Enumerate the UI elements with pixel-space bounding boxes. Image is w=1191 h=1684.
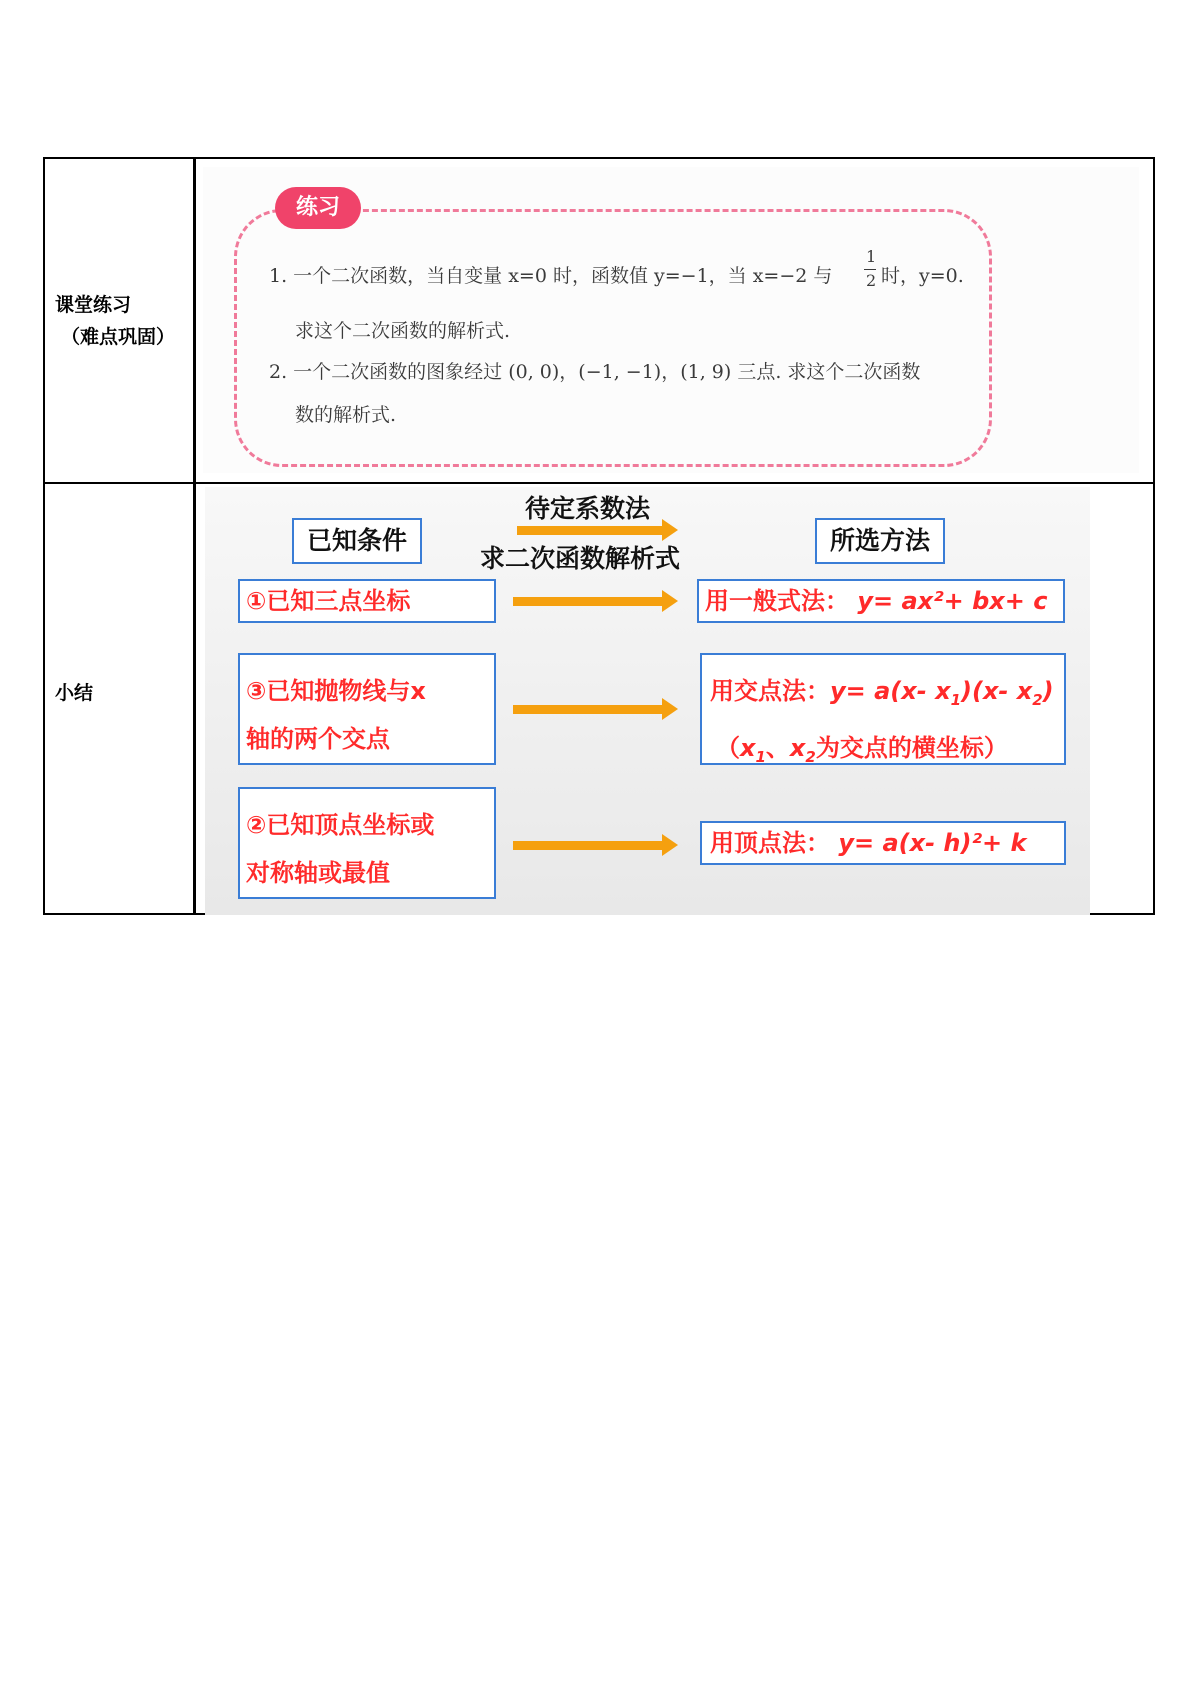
- fraction-bar: [864, 269, 876, 270]
- question-1-line-1a: 1. 一个二次函数，当自变量 x=0 时，函数值 y=−1，当 x=−2 与: [269, 265, 833, 287]
- arrow-1: [513, 597, 663, 606]
- method-undetermined-coefficients: 待定系数法: [525, 494, 651, 523]
- condition-vertex: [238, 787, 496, 899]
- note-x1: $x_1$: [740, 733, 766, 766]
- note-separator: 、: [765, 733, 790, 762]
- question-1-line-2: 求这个二次函数的解析式.: [295, 320, 511, 342]
- question-2-line-2: 数的解析式.: [295, 404, 397, 426]
- question-1-line-1b: 时，y=0.: [881, 265, 964, 287]
- outline-table: [43, 157, 1155, 915]
- exercise-badge: 练习: [275, 187, 361, 229]
- method-vertex-prefix: 用顶点法：: [710, 829, 830, 857]
- condition-x-intercepts: [238, 653, 496, 765]
- exercise-figure: [203, 167, 1139, 473]
- row-label-practice-line2: （难点巩固）: [61, 326, 176, 348]
- condition-x-intercepts-line1: ③已知抛物线与x: [246, 677, 426, 705]
- table-border-right: [1153, 157, 1155, 915]
- fraction-denominator: 2: [866, 271, 877, 290]
- summary-diagram: [205, 487, 1090, 915]
- fraction-numerator: 1: [866, 247, 877, 266]
- table-row-divider: [43, 482, 1155, 484]
- row-label-summary: 小结: [55, 682, 94, 704]
- method-intercept-form: [700, 653, 1066, 765]
- method-goal-text: 求二次函数解析式: [480, 544, 681, 573]
- question-2-line-1: 2. 一个二次函数的图象经过 (0, 0)，(−1, −1)，(1, 9) 三点. 求这个二次函数: [269, 361, 921, 383]
- method-intercept-line1: [710, 667, 1064, 724]
- condition-x-intercepts-line2: 轴的两个交点: [246, 725, 390, 753]
- row-label-practice: [55, 289, 175, 353]
- method-general-form: [697, 579, 1065, 623]
- header-known-conditions: 已知条件: [292, 518, 422, 564]
- table-border-top: [43, 157, 1155, 159]
- arrow-3: [513, 841, 663, 850]
- note-text: 为交点的横坐标）: [815, 733, 1008, 762]
- vertex-form-formula: y= a(x- h)²+ k: [838, 829, 1027, 857]
- intercept-form-formula: y= a(x- $x_1)(x-$ $x_2$): [830, 677, 1054, 709]
- method-intercept-note: [710, 724, 1064, 781]
- arrow-2: [513, 705, 663, 714]
- note-open-paren: （: [716, 733, 740, 762]
- condition-three-points: ①已知三点坐标: [238, 579, 496, 623]
- header-arrow: [517, 526, 663, 535]
- method-vertex-form: [700, 821, 1066, 865]
- row-label-practice-line1: 课堂练习: [55, 294, 132, 316]
- header-chosen-method: 所选方法: [815, 518, 945, 564]
- note-x2: $x_2$: [789, 733, 816, 766]
- method-general-form-prefix: 用一般式法：: [705, 587, 849, 615]
- condition-vertex-line1: ②已知顶点坐标或: [246, 811, 435, 839]
- method-intercept-prefix: 用交点法：: [710, 677, 830, 705]
- general-form-formula: y= ax²+ bx+ c: [857, 587, 1048, 615]
- condition-vertex-line2: 对称轴或最值: [246, 859, 390, 887]
- table-column-divider: [193, 157, 196, 915]
- table-border-left: [43, 157, 45, 915]
